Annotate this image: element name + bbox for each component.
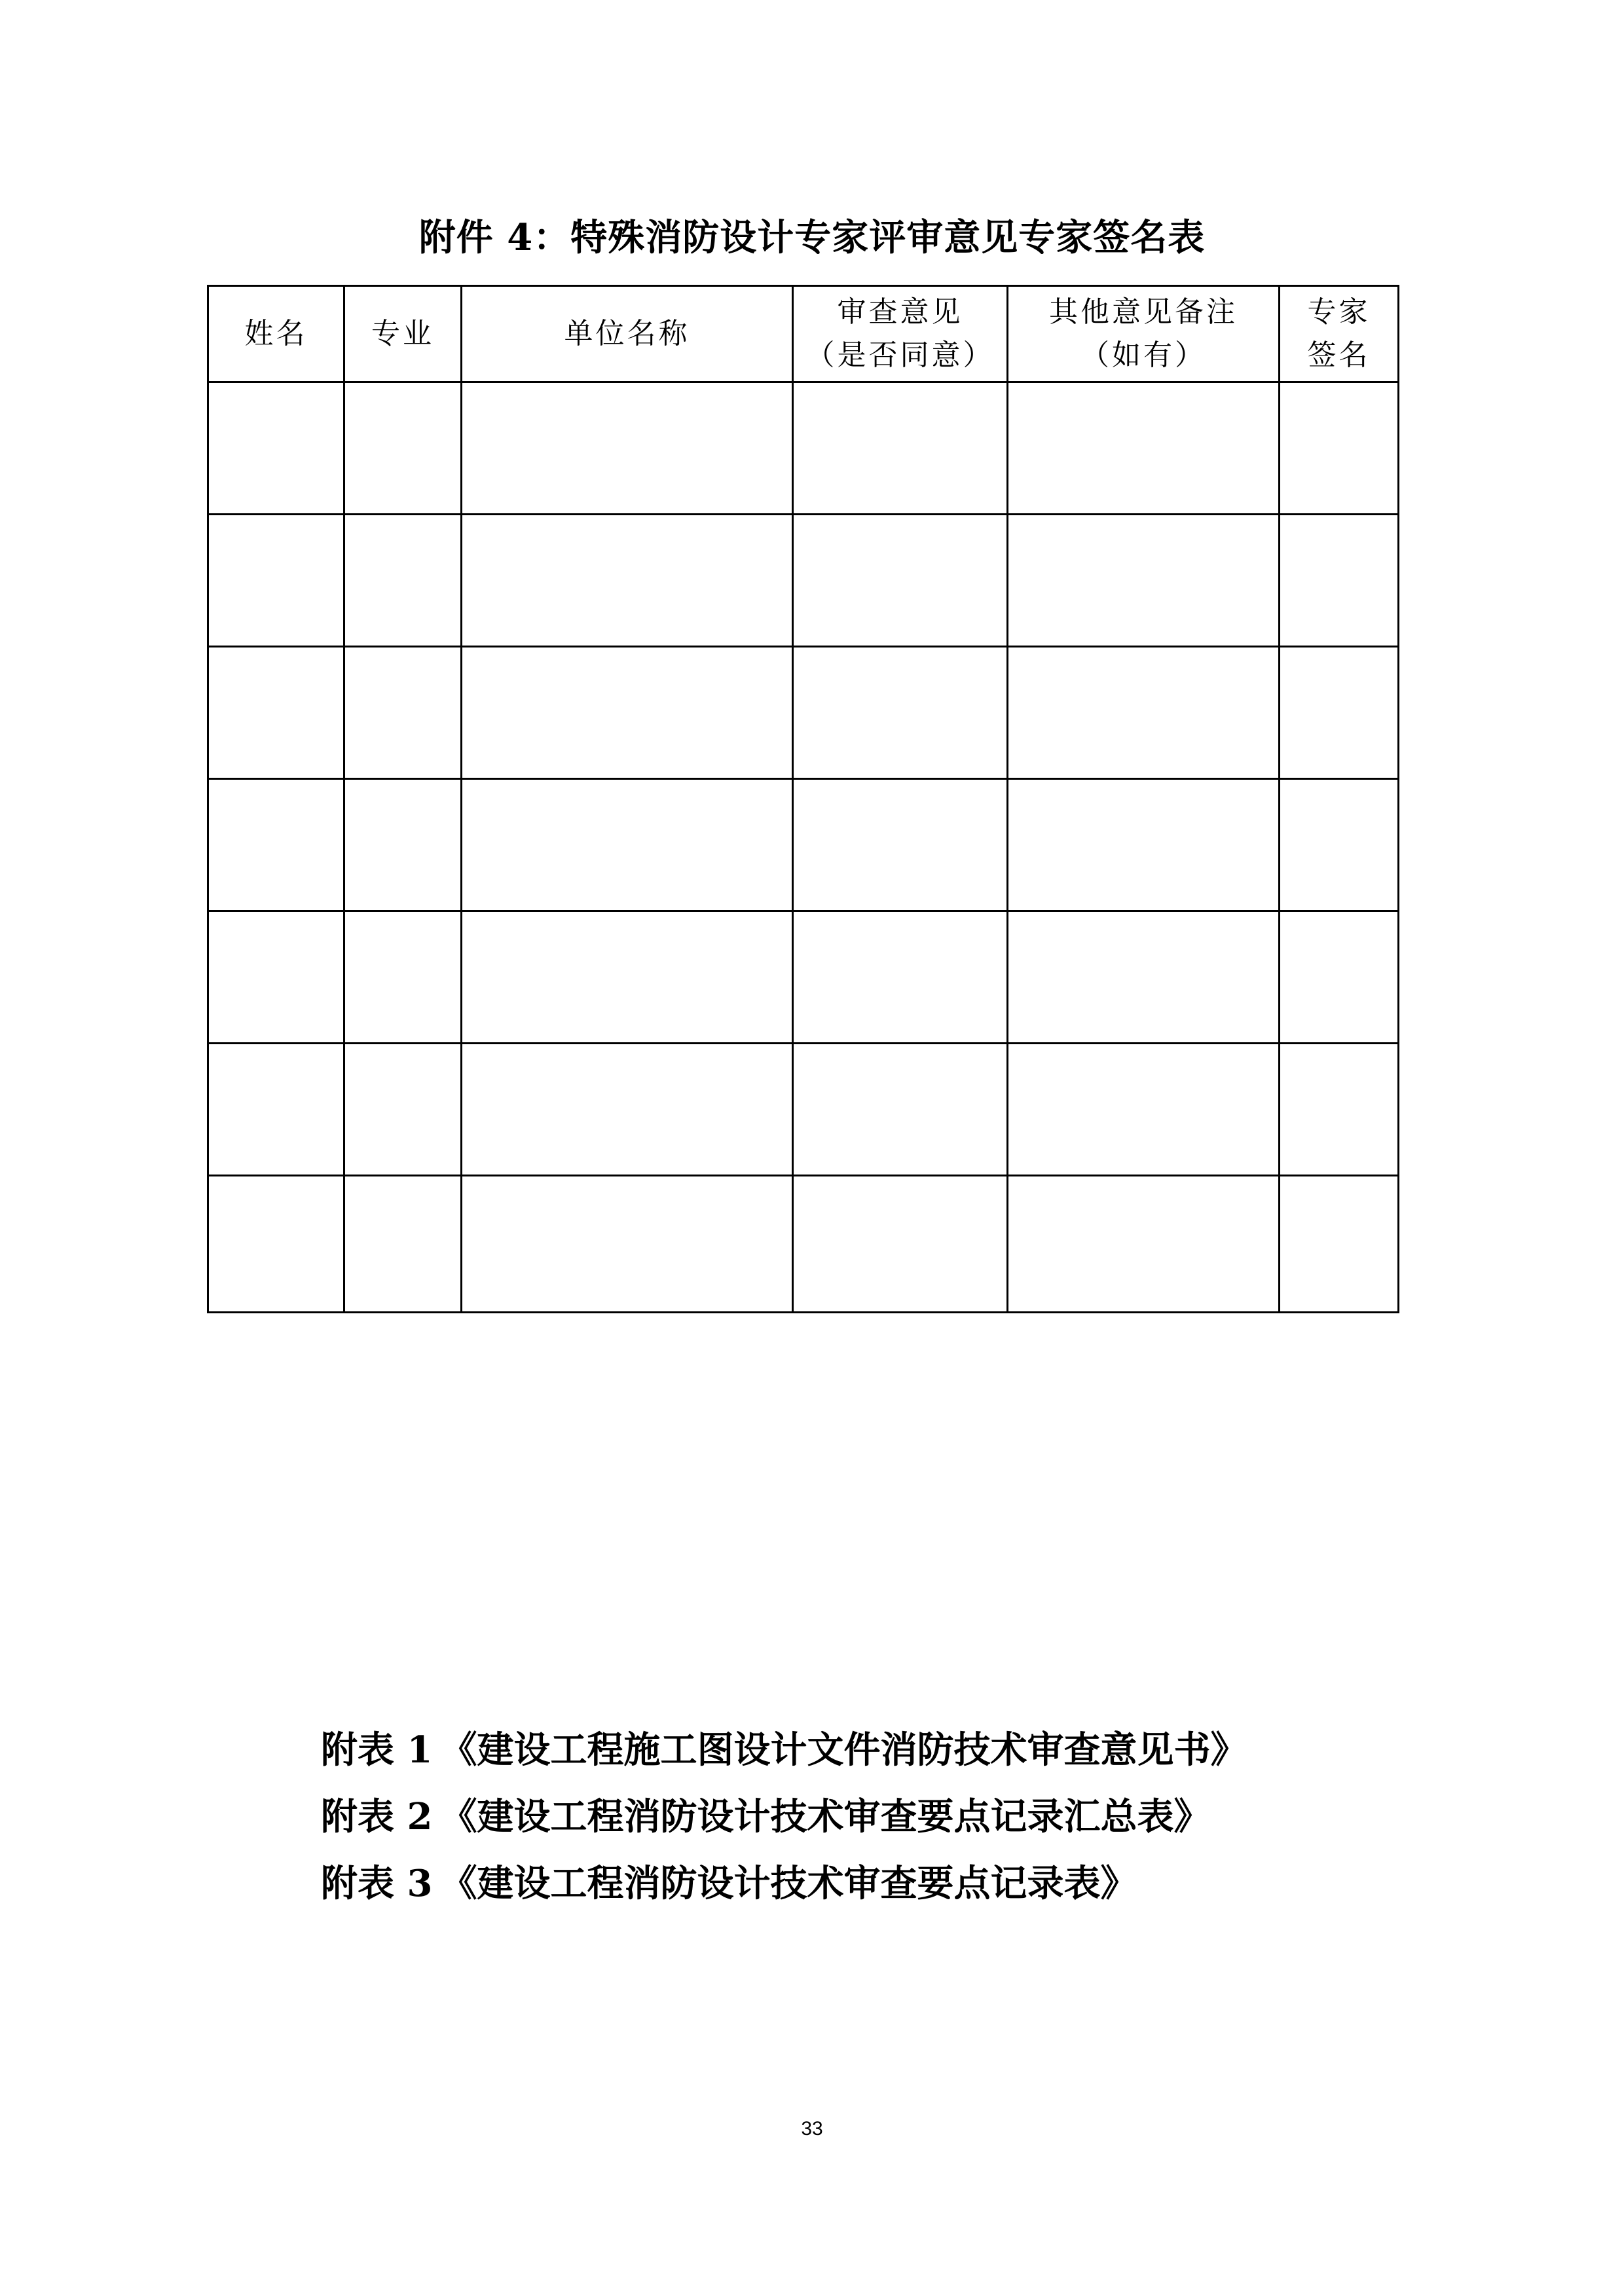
cell-organization[interactable] (462, 779, 793, 911)
cell-specialty[interactable] (344, 382, 462, 515)
header-name (208, 286, 344, 382)
cell-review-opinion[interactable] (793, 1044, 1008, 1176)
cell-expert-signature[interactable] (1280, 515, 1399, 647)
cell-review-opinion[interactable] (793, 1176, 1008, 1313)
expert-signature-table (207, 285, 1399, 1313)
table-row (208, 1176, 1399, 1313)
appendix-item-name: 《建设工程消防设计技术审查要点记录表》 (440, 1862, 1137, 1905)
cell-organization[interactable] (462, 515, 793, 647)
appendix-item-label: 附表 1 (321, 1728, 433, 1772)
header-specialty (344, 286, 462, 382)
cell-review-opinion[interactable] (793, 647, 1008, 779)
header-specialty-label: 专业 (371, 317, 434, 350)
header-review-opinion-line2: （是否同意） (805, 338, 995, 372)
cell-expert-signature[interactable] (1280, 911, 1399, 1044)
page-number: 33 (801, 2118, 823, 2140)
cell-name[interactable] (208, 1044, 344, 1176)
cell-review-opinion[interactable] (793, 515, 1008, 647)
cell-other-remarks[interactable] (1008, 515, 1280, 647)
cell-other-remarks[interactable] (1008, 779, 1280, 911)
cell-specialty[interactable] (344, 779, 462, 911)
cell-organization[interactable] (462, 1176, 793, 1313)
cell-expert-signature[interactable] (1280, 1044, 1399, 1176)
table-row (208, 911, 1399, 1044)
cell-expert-signature[interactable] (1280, 1176, 1399, 1313)
header-expert-signature-line1: 专家 (1307, 295, 1371, 329)
cell-organization[interactable] (462, 382, 793, 515)
table-row (208, 382, 1399, 515)
header-review-opinion (793, 286, 1008, 382)
table-header-row (208, 286, 1399, 382)
header-name-label: 姓名 (244, 317, 308, 350)
appendix-item (321, 1783, 1247, 1850)
cell-name[interactable] (208, 1176, 344, 1313)
cell-specialty[interactable] (344, 647, 462, 779)
cell-name[interactable] (208, 911, 344, 1044)
cell-specialty[interactable] (344, 911, 462, 1044)
appendix-list (321, 1717, 1247, 1917)
appendix-item-label: 附表 2 (321, 1795, 433, 1838)
table-row (208, 1044, 1399, 1176)
cell-review-opinion[interactable] (793, 779, 1008, 911)
cell-other-remarks[interactable] (1008, 382, 1280, 515)
cell-name[interactable] (208, 647, 344, 779)
cell-organization[interactable] (462, 911, 793, 1044)
header-other-remarks-line2: （如有） (1080, 338, 1206, 372)
cell-expert-signature[interactable] (1280, 779, 1399, 911)
table-row (208, 779, 1399, 911)
appendix-item-name: 《建设工程施工图设计文件消防技术审查意见书》 (440, 1728, 1247, 1772)
appendix-item (321, 1850, 1247, 1917)
cell-review-opinion[interactable] (793, 382, 1008, 515)
cell-specialty[interactable] (344, 515, 462, 647)
header-review-opinion-line1: 审查意见 (837, 295, 963, 329)
appendix-item (321, 1717, 1247, 1783)
cell-other-remarks[interactable] (1008, 1176, 1280, 1313)
cell-name[interactable] (208, 515, 344, 647)
appendix-item-label: 附表 3 (321, 1862, 433, 1905)
cell-name[interactable] (208, 382, 344, 515)
header-expert-signature (1280, 286, 1399, 382)
cell-name[interactable] (208, 779, 344, 911)
cell-expert-signature[interactable] (1280, 647, 1399, 779)
header-organization-label: 单位名称 (564, 317, 690, 350)
table-row (208, 515, 1399, 647)
header-organization (462, 286, 793, 382)
cell-other-remarks[interactable] (1008, 1044, 1280, 1176)
cell-review-opinion[interactable] (793, 911, 1008, 1044)
header-expert-signature-line2: 签名 (1307, 338, 1371, 372)
header-other-remarks-line1: 其他意见备注 (1049, 295, 1238, 329)
cell-other-remarks[interactable] (1008, 647, 1280, 779)
cell-expert-signature[interactable] (1280, 382, 1399, 515)
table-row (208, 647, 1399, 779)
appendix-item-name: 《建设工程消防设计技术审查要点记录汇总表》 (440, 1795, 1211, 1838)
cell-organization[interactable] (462, 1044, 793, 1176)
cell-organization[interactable] (462, 647, 793, 779)
cell-specialty[interactable] (344, 1044, 462, 1176)
page-title: 附件 4：特殊消防设计专家评审意见专家签名表 (418, 216, 1206, 259)
cell-specialty[interactable] (344, 1176, 462, 1313)
header-other-remarks (1008, 286, 1280, 382)
cell-other-remarks[interactable] (1008, 911, 1280, 1044)
